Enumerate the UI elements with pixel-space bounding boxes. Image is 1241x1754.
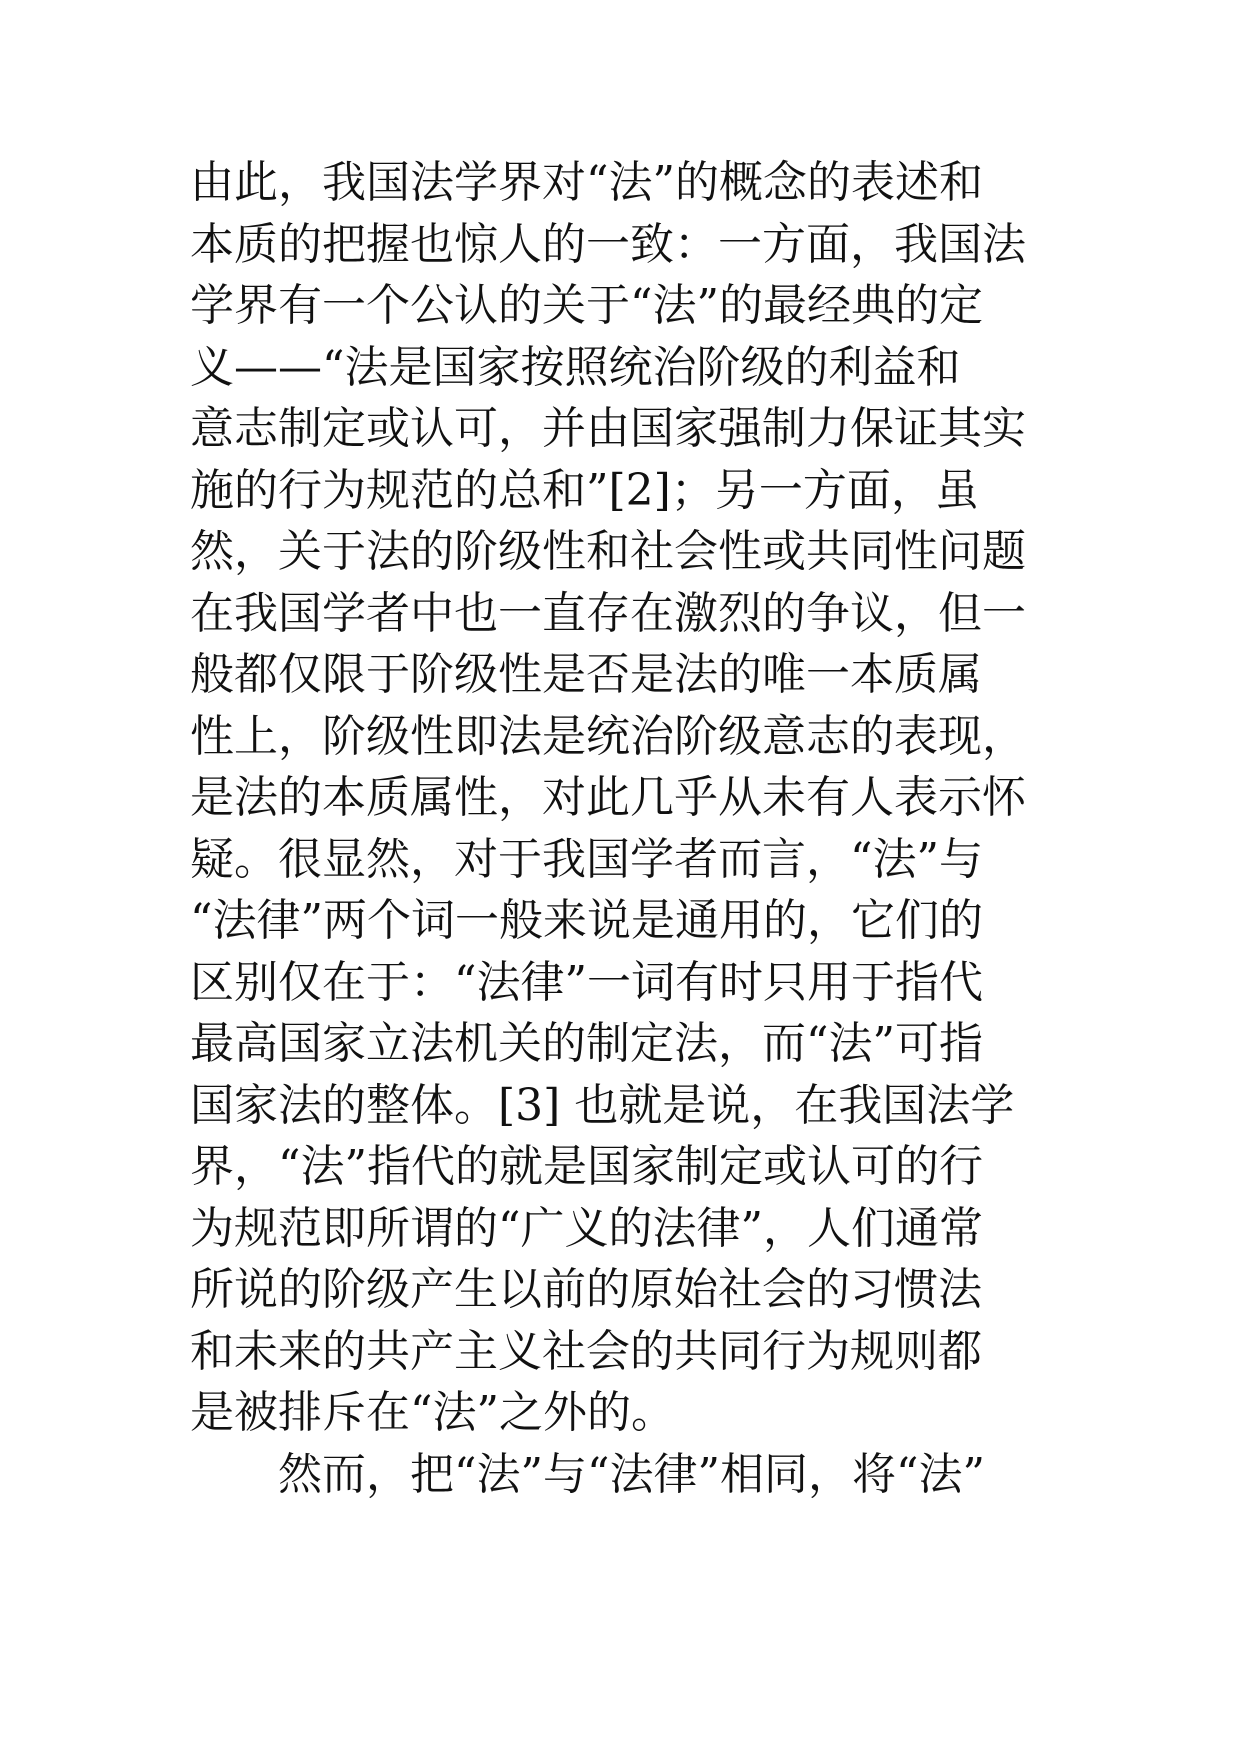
text-line: 和未来的共产主义社会的共同行为规则都 [190, 1325, 982, 1377]
text-line: 疑。很显然，对于我国学者而言，“法”与 [190, 833, 983, 885]
text-line: 区别仅在于：“法律”一词有时只用于指代 [190, 956, 983, 1008]
body-text [190, 152, 1070, 1505]
text-line: “法律”两个词一般来说是通用的，它们的 [190, 895, 983, 946]
text-line: 学界有一个公认的关于“法”的最经典的定 [190, 280, 983, 331]
text-line: 是法的本质属性，对此几乎从未有人表示怀 [190, 772, 1026, 823]
text-line: 义——“法是国家按照统治阶级的利益和 [190, 341, 961, 393]
text-line: 意志制定或认可，并由国家强制力保证其实 [190, 403, 1026, 454]
text-line: 最高国家立法机关的制定法，而“法”可指 [190, 1018, 983, 1069]
text-line: 界，“法”指代的就是国家制定或认可的行 [190, 1141, 983, 1192]
text-line: 所说的阶级产生以前的原始社会的习惯法 [190, 1264, 982, 1315]
text-line: 般都仅限于阶级性是否是法的唯一本质属 [190, 649, 982, 700]
text-line: 性上，阶级性即法是统治阶级意志的表现， [190, 710, 1026, 762]
text-line: 施的行为规范的总和”[2]；另一方面，虽 [190, 464, 979, 516]
text-line: 由此，我国法学界对“法”的概念的表述和 [190, 157, 983, 208]
text-line: 然，关于法的阶级性和社会性或共同性问题 [190, 526, 1026, 577]
text-line: 在我国学者中也一直存在激烈的争议，但一 [190, 587, 1026, 639]
text-line: 国家法的整体。[3] 也就是说，在我国法学 [190, 1079, 1015, 1131]
text-line: 是被排斥在“法”之外的。 [190, 1387, 675, 1438]
text-line: 本质的把握也惊人的一致：一方面，我国法 [190, 218, 1026, 270]
paragraph-first-line: 然而，把“法”与“法律”相同，将“法” [278, 1448, 985, 1500]
text-line: 为规范即所谓的“广义的法律”，人们通常 [190, 1202, 983, 1254]
